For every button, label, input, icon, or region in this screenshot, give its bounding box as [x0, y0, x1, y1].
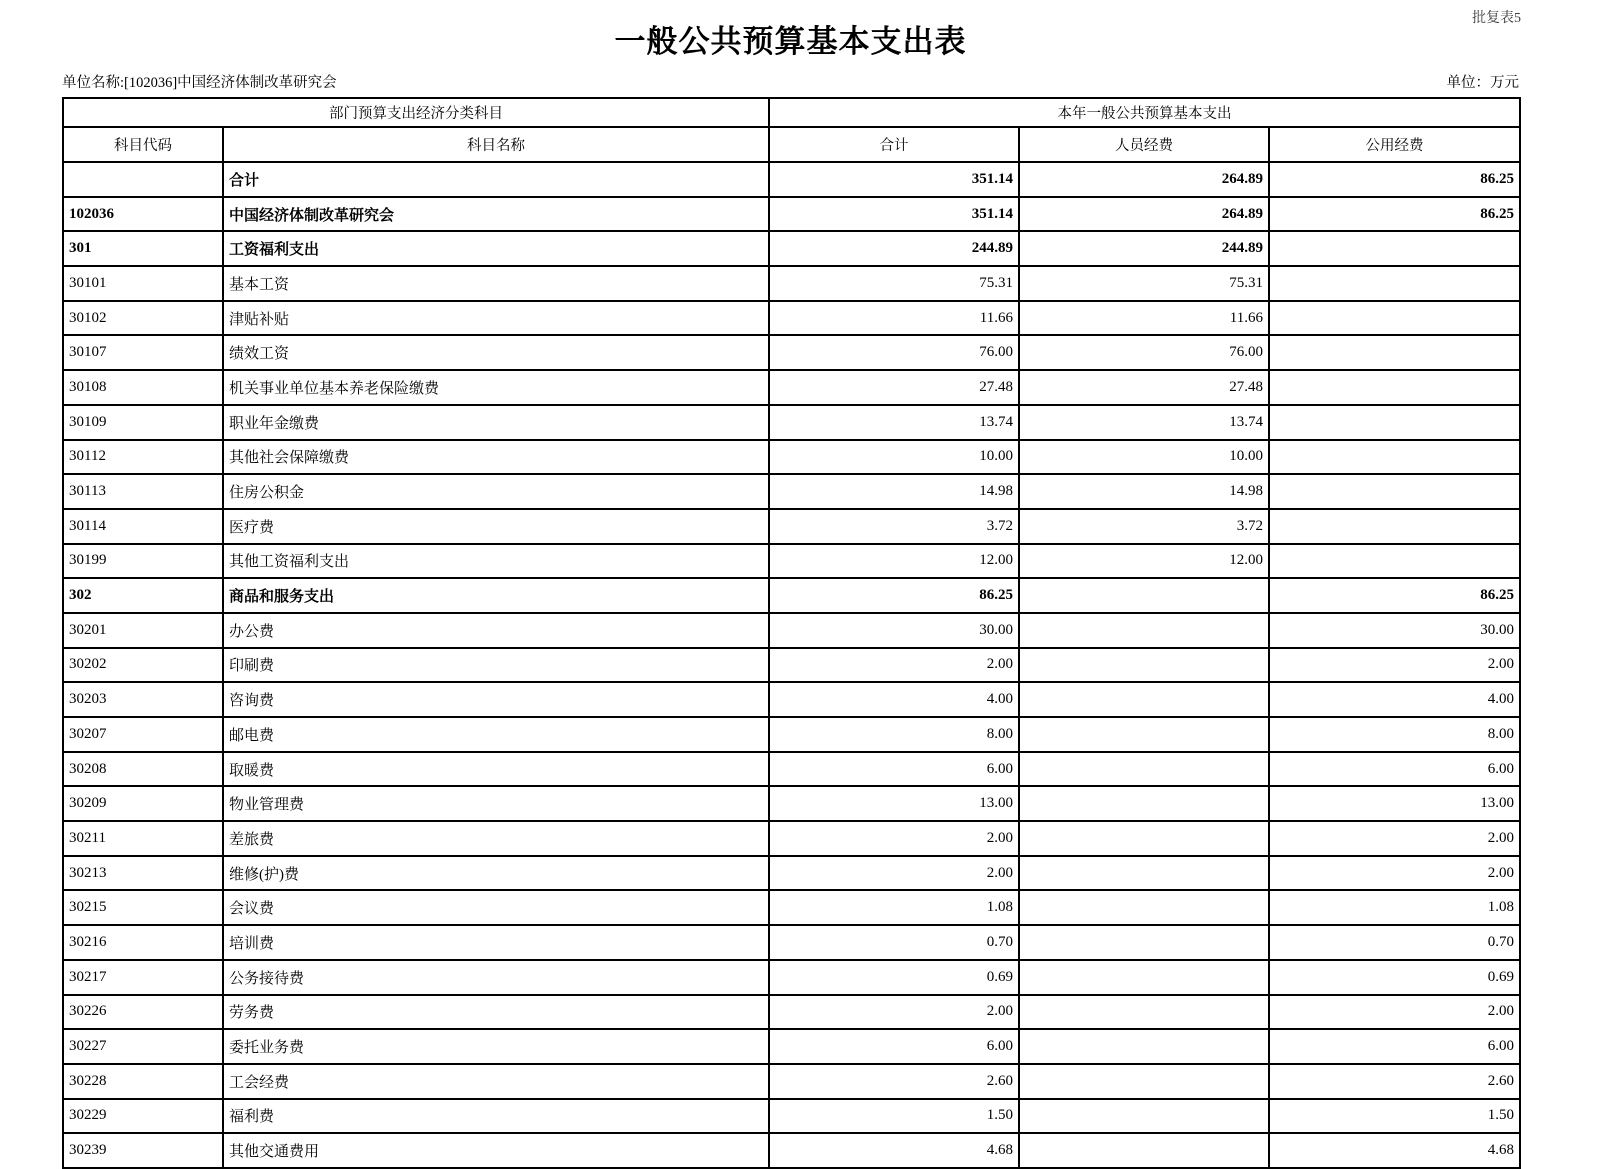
- table-row: [63, 231, 1520, 266]
- cell-public-funds: 0.70: [1269, 925, 1520, 960]
- cell-subject-code: 30109: [63, 405, 223, 440]
- cell-public-funds: 2.60: [1269, 1064, 1520, 1099]
- cell-total: 1.50: [769, 1099, 1019, 1134]
- cell-subject-code: 302: [63, 578, 223, 613]
- cell-subject-name: 会议费: [223, 890, 769, 925]
- cell-subject-code: 30101: [63, 266, 223, 301]
- table-header: [63, 98, 1520, 162]
- cell-public-funds: [1269, 509, 1520, 544]
- table-row: [63, 960, 1520, 995]
- cell-subject-code: 301: [63, 231, 223, 266]
- cell-public-funds: 2.00: [1269, 821, 1520, 856]
- cell-personnel-funds: [1019, 890, 1269, 925]
- cell-public-funds: 86.25: [1269, 162, 1520, 197]
- cell-public-funds: [1269, 544, 1520, 579]
- cell-subject-name: 邮电费: [223, 717, 769, 752]
- cell-public-funds: 0.69: [1269, 960, 1520, 995]
- cell-public-funds: 4.00: [1269, 682, 1520, 717]
- cell-total: 76.00: [769, 335, 1019, 370]
- cell-subject-name: 住房公积金: [223, 474, 769, 509]
- col-header-subject-code: 科目代码: [63, 127, 223, 162]
- table-row: [63, 544, 1520, 579]
- cell-public-funds: [1269, 474, 1520, 509]
- cell-public-funds: [1269, 405, 1520, 440]
- cell-subject-code: 30211: [63, 821, 223, 856]
- table-row: [63, 890, 1520, 925]
- cell-total: 30.00: [769, 613, 1019, 648]
- cell-personnel-funds: [1019, 1029, 1269, 1064]
- col-header-subject-name: 科目名称: [223, 127, 769, 162]
- cell-public-funds: [1269, 335, 1520, 370]
- cell-subject-name: 办公费: [223, 613, 769, 648]
- cell-personnel-funds: [1019, 925, 1269, 960]
- unit-name-label: 单位名称:[102036]中国经济体制改革研究会: [62, 75, 337, 91]
- cell-subject-name: 差旅费: [223, 821, 769, 856]
- page-title: 一般公共预算基本支出表: [614, 24, 967, 59]
- cell-public-funds: 86.25: [1269, 197, 1520, 232]
- cell-personnel-funds: 264.89: [1019, 162, 1269, 197]
- cell-subject-name: 福利费: [223, 1099, 769, 1134]
- cell-subject-name: 印刷费: [223, 648, 769, 683]
- cell-subject-name: 商品和服务支出: [223, 578, 769, 613]
- cell-personnel-funds: [1019, 821, 1269, 856]
- table-row: [63, 856, 1520, 891]
- cell-subject-name: 其他社会保障缴费: [223, 440, 769, 475]
- cell-personnel-funds: [1019, 1064, 1269, 1099]
- cell-subject-name: 其他工资福利支出: [223, 544, 769, 579]
- cell-personnel-funds: 11.66: [1019, 301, 1269, 336]
- cell-total: 0.69: [769, 960, 1019, 995]
- table-row: [63, 197, 1520, 232]
- cell-total: 12.00: [769, 544, 1019, 579]
- meta-row: [62, 71, 1519, 92]
- cell-public-funds: 2.00: [1269, 856, 1520, 891]
- cell-personnel-funds: [1019, 960, 1269, 995]
- cell-subject-name: 工会经费: [223, 1064, 769, 1099]
- cell-public-funds: 30.00: [1269, 613, 1520, 648]
- table-body: [63, 162, 1520, 1168]
- cell-subject-name: 咨询费: [223, 682, 769, 717]
- table-row: [63, 474, 1520, 509]
- table-row: [63, 301, 1520, 336]
- cell-subject-code: 30239: [63, 1133, 223, 1168]
- cell-total: 2.00: [769, 821, 1019, 856]
- cell-subject-name: 机关事业单位基本养老保险缴费: [223, 370, 769, 405]
- cell-subject-name: 其他交通费用: [223, 1133, 769, 1168]
- cell-subject-code: 30207: [63, 717, 223, 752]
- cell-personnel-funds: [1019, 717, 1269, 752]
- cell-personnel-funds: 76.00: [1019, 335, 1269, 370]
- table-row: [63, 1099, 1520, 1134]
- cell-public-funds: [1269, 440, 1520, 475]
- cell-personnel-funds: [1019, 856, 1269, 891]
- col-header-personnel-funds: 人员经费: [1019, 127, 1269, 162]
- cell-subject-name: 公务接待费: [223, 960, 769, 995]
- cell-subject-name: 医疗费: [223, 509, 769, 544]
- cell-subject-code: 30228: [63, 1064, 223, 1099]
- cell-total: 2.60: [769, 1064, 1019, 1099]
- cell-personnel-funds: 10.00: [1019, 440, 1269, 475]
- cell-subject-name: 职业年金缴费: [223, 405, 769, 440]
- table-row: [63, 335, 1520, 370]
- unit-of-measure-label: 单位：万元: [1446, 75, 1519, 91]
- table-row: [63, 786, 1520, 821]
- cell-subject-name: 绩效工资: [223, 335, 769, 370]
- table-row: [63, 162, 1520, 197]
- cell-total: 2.00: [769, 995, 1019, 1030]
- cell-public-funds: 86.25: [1269, 578, 1520, 613]
- table-row: [63, 648, 1520, 683]
- group-header-row: [63, 98, 1520, 127]
- cell-personnel-funds: [1019, 648, 1269, 683]
- table-row: [63, 752, 1520, 787]
- cell-personnel-funds: [1019, 786, 1269, 821]
- cell-subject-code: 30213: [63, 856, 223, 891]
- table-row: [63, 405, 1520, 440]
- cell-public-funds: 1.50: [1269, 1099, 1520, 1134]
- cell-public-funds: 13.00: [1269, 786, 1520, 821]
- cell-public-funds: 6.00: [1269, 1029, 1520, 1064]
- cell-personnel-funds: 264.89: [1019, 197, 1269, 232]
- cell-personnel-funds: [1019, 613, 1269, 648]
- cell-subject-name: 物业管理费: [223, 786, 769, 821]
- table-row: [63, 1064, 1520, 1099]
- table-row: [63, 925, 1520, 960]
- cell-subject-code: 30202: [63, 648, 223, 683]
- cell-total: 10.00: [769, 440, 1019, 475]
- cell-subject-code: 30102: [63, 301, 223, 336]
- cell-subject-code: 30203: [63, 682, 223, 717]
- cell-subject-code: 102036: [63, 197, 223, 232]
- cell-subject-name: 委托业务费: [223, 1029, 769, 1064]
- cell-total: 3.72: [769, 509, 1019, 544]
- table-row: [63, 370, 1520, 405]
- cell-total: 4.00: [769, 682, 1019, 717]
- cell-personnel-funds: 75.31: [1019, 266, 1269, 301]
- table-row: [63, 440, 1520, 475]
- cell-subject-code: 30208: [63, 752, 223, 787]
- cell-subject-code: 30215: [63, 890, 223, 925]
- cell-public-funds: [1269, 266, 1520, 301]
- table-row: [63, 682, 1520, 717]
- cell-subject-code: 30112: [63, 440, 223, 475]
- group-header-current-year-basic-expenditure: 本年一般公共预算基本支出: [769, 98, 1520, 127]
- column-header-row: [63, 127, 1520, 162]
- table-row: [63, 266, 1520, 301]
- col-header-public-funds: 公用经费: [1269, 127, 1520, 162]
- cell-total: 13.74: [769, 405, 1019, 440]
- cell-subject-code: 30114: [63, 509, 223, 544]
- cell-total: 11.66: [769, 301, 1019, 336]
- cell-personnel-funds: 12.00: [1019, 544, 1269, 579]
- table-row: [63, 821, 1520, 856]
- cell-subject-code: 30199: [63, 544, 223, 579]
- table-row: [63, 613, 1520, 648]
- cell-public-funds: 2.00: [1269, 648, 1520, 683]
- cell-subject-name: 培训费: [223, 925, 769, 960]
- cell-subject-name: 津贴补贴: [223, 301, 769, 336]
- table-row: [63, 509, 1520, 544]
- cell-total: 4.68: [769, 1133, 1019, 1168]
- cell-personnel-funds: 27.48: [1019, 370, 1269, 405]
- cell-total: 27.48: [769, 370, 1019, 405]
- cell-personnel-funds: [1019, 995, 1269, 1030]
- cell-total: 86.25: [769, 578, 1019, 613]
- cell-total: 2.00: [769, 856, 1019, 891]
- cell-subject-code: 30108: [63, 370, 223, 405]
- cell-subject-code: [63, 162, 223, 197]
- cell-personnel-funds: [1019, 752, 1269, 787]
- table-row: [63, 717, 1520, 752]
- cell-personnel-funds: 13.74: [1019, 405, 1269, 440]
- cell-personnel-funds: 3.72: [1019, 509, 1269, 544]
- cell-subject-code: 30217: [63, 960, 223, 995]
- cell-personnel-funds: 14.98: [1019, 474, 1269, 509]
- cell-subject-code: 30229: [63, 1099, 223, 1134]
- cell-total: 244.89: [769, 231, 1019, 266]
- cell-public-funds: [1269, 231, 1520, 266]
- cell-personnel-funds: [1019, 1133, 1269, 1168]
- group-header-economic-classification: 部门预算支出经济分类科目: [63, 98, 769, 127]
- cell-total: 351.14: [769, 197, 1019, 232]
- cell-public-funds: 8.00: [1269, 717, 1520, 752]
- cell-subject-name: 取暖费: [223, 752, 769, 787]
- cell-total: 13.00: [769, 786, 1019, 821]
- table-row: [63, 1133, 1520, 1168]
- cell-subject-code: 30201: [63, 613, 223, 648]
- cell-subject-name: 中国经济体制改革研究会: [223, 197, 769, 232]
- cell-total: 6.00: [769, 752, 1019, 787]
- cell-total: 351.14: [769, 162, 1019, 197]
- table-row: [63, 995, 1520, 1030]
- cell-subject-code: 30216: [63, 925, 223, 960]
- cell-subject-code: 30113: [63, 474, 223, 509]
- cell-subject-code: 30107: [63, 335, 223, 370]
- col-header-total: 合计: [769, 127, 1019, 162]
- cell-public-funds: 2.00: [1269, 995, 1520, 1030]
- cell-subject-name: 维修(护)费: [223, 856, 769, 891]
- table-row: [63, 1029, 1520, 1064]
- cell-total: 14.98: [769, 474, 1019, 509]
- cell-subject-name: 工资福利支出: [223, 231, 769, 266]
- cell-public-funds: [1269, 370, 1520, 405]
- budget-table: [62, 97, 1521, 1169]
- cell-subject-name: 合计: [223, 162, 769, 197]
- cell-public-funds: [1269, 301, 1520, 336]
- cell-subject-code: 30209: [63, 786, 223, 821]
- cell-total: 8.00: [769, 717, 1019, 752]
- cell-subject-name: 劳务费: [223, 995, 769, 1030]
- cell-total: 6.00: [769, 1029, 1019, 1064]
- cell-personnel-funds: 244.89: [1019, 231, 1269, 266]
- cell-personnel-funds: [1019, 1099, 1269, 1134]
- cell-total: 0.70: [769, 925, 1019, 960]
- cell-personnel-funds: [1019, 578, 1269, 613]
- table-row: [63, 578, 1520, 613]
- cell-public-funds: 6.00: [1269, 752, 1520, 787]
- cell-subject-code: 30227: [63, 1029, 223, 1064]
- corner-note: 批复表5: [1472, 11, 1521, 26]
- cell-total: 2.00: [769, 648, 1019, 683]
- cell-public-funds: 4.68: [1269, 1133, 1520, 1168]
- cell-personnel-funds: [1019, 682, 1269, 717]
- cell-subject-name: 基本工资: [223, 266, 769, 301]
- cell-subject-code: 30226: [63, 995, 223, 1030]
- cell-total: 75.31: [769, 266, 1019, 301]
- cell-public-funds: 1.08: [1269, 890, 1520, 925]
- cell-total: 1.08: [769, 890, 1019, 925]
